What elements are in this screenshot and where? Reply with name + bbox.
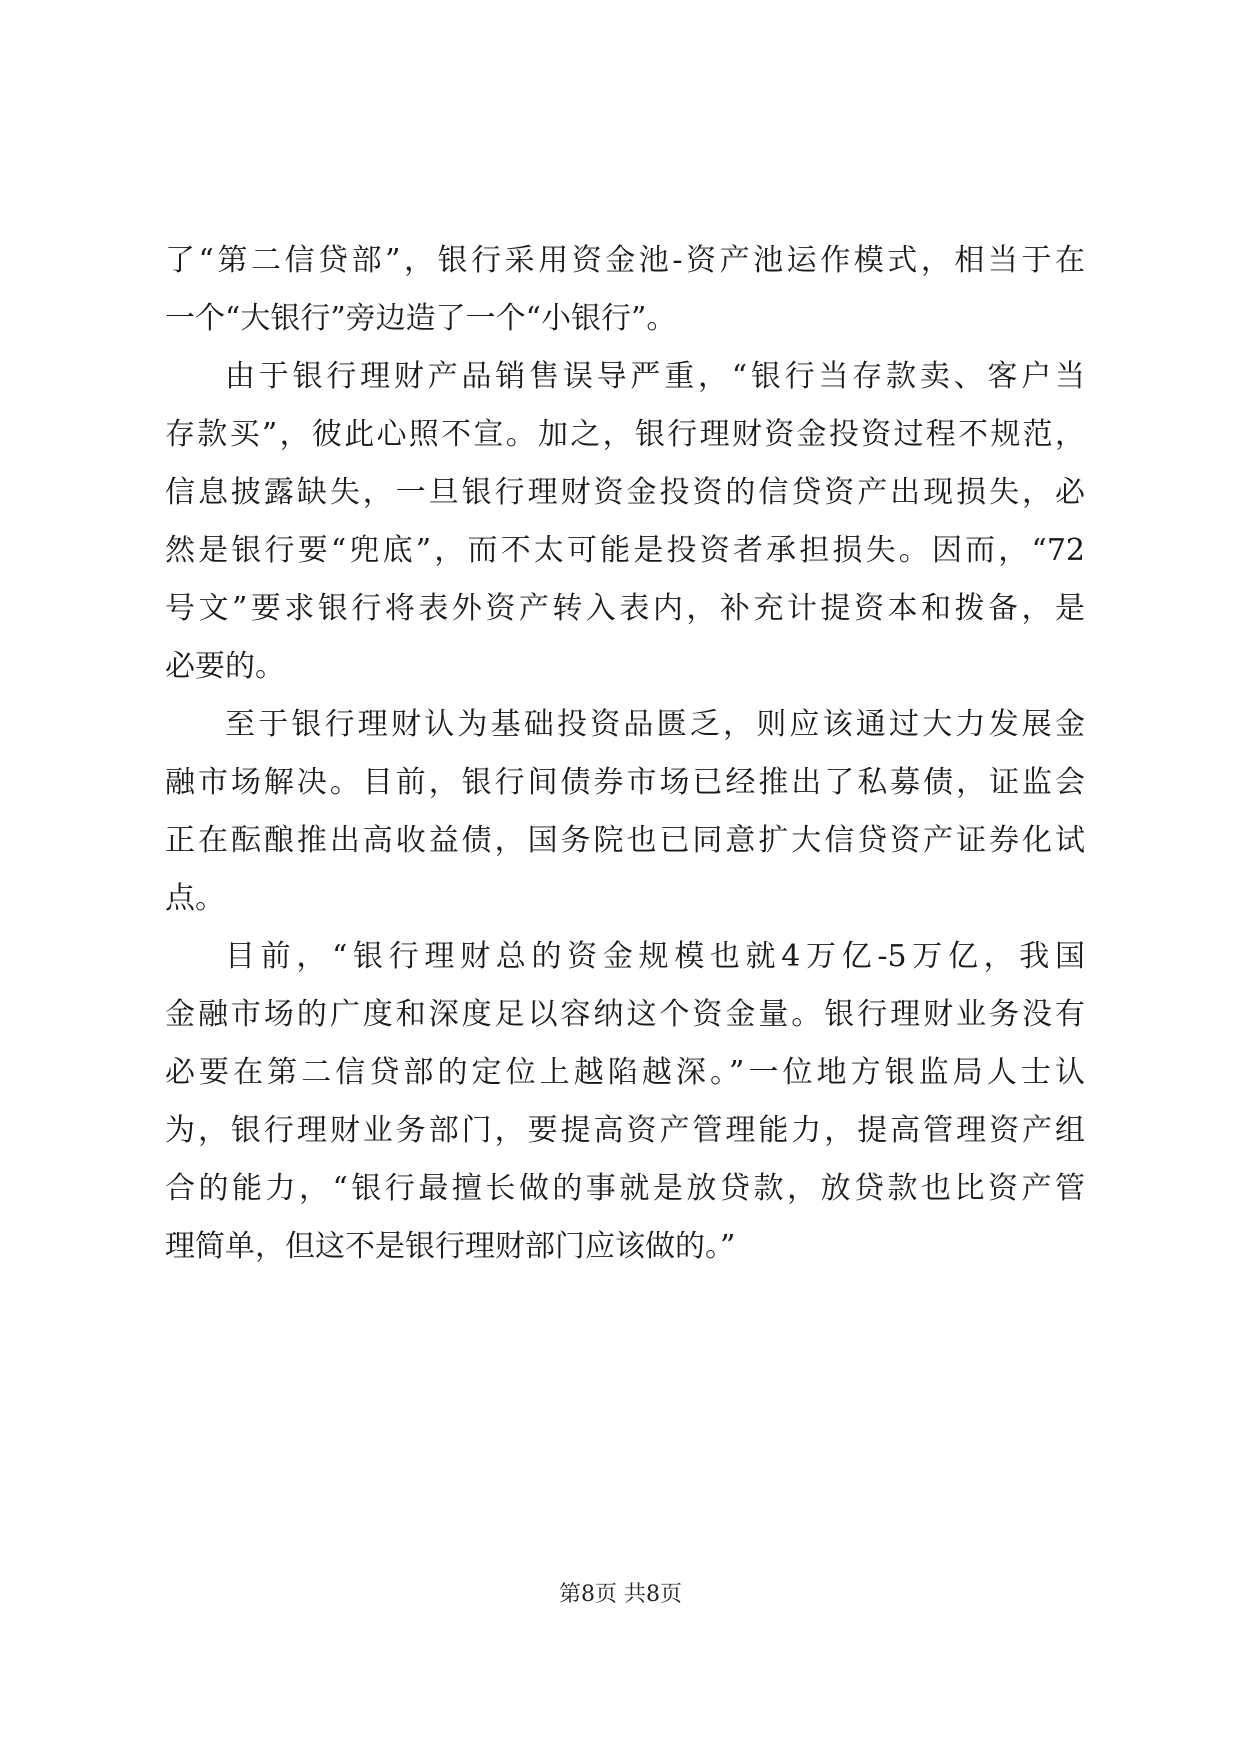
text-line: 融市场解决。目前，银行间债券市场已经推出了私募债，证监会 [165, 765, 1085, 800]
text-line: 至于银行理财认为基础投资品匮乏，则应该通过大力发展金 [225, 707, 1085, 742]
text-line: 号文”要求银行将表外资产转入表内，补充计提资本和拨备，是 [165, 591, 1085, 626]
page-number-label: 第8页 共8页 [559, 1582, 682, 1607]
text-line: 合的能力，“银行最擅长做的事就是放贷款，放贷款也比资产管 [165, 1171, 1085, 1206]
text-line: 由于银行理财产品销售误导严重，“银行当存款卖、客户当 [225, 359, 1085, 394]
text-line: 理简单，但这不是银行理财部门应该做的。” [165, 1229, 736, 1264]
text-line: 点。 [165, 881, 225, 916]
page-footer [0, 1580, 1241, 1610]
text-line: 目前，“银行理财总的资金规模也就4万亿-5万亿，我国 [225, 939, 1085, 974]
text-line: 必要在第二信贷部的定位上越陷越深。”一位地方银监局人士认 [165, 1055, 1085, 1090]
text-line: 为，银行理财业务部门，要提高资产管理能力，提高管理资产组 [165, 1113, 1085, 1148]
text-line: 必要的。 [165, 649, 285, 684]
body-text [165, 232, 1085, 1276]
text-line: 正在酝酿推出高收益债，国务院也已同意扩大信贷资产证券化试 [165, 823, 1085, 858]
text-line: 一个“大银行”旁边造了一个“小银行”。 [165, 301, 677, 336]
text-line: 存款买”，彼此心照不宣。加之，银行理财资金投资过程不规范， [165, 417, 1085, 452]
text-line: 金融市场的广度和深度足以容纳这个资金量。银行理财业务没有 [165, 997, 1085, 1032]
text-line: 了“第二信贷部”，银行采用资金池-资产池运作模式，相当于在 [165, 243, 1085, 278]
text-line: 然是银行要“兜底”，而不太可能是投资者承担损失。因而，“72 [165, 533, 1085, 568]
text-line: 信息披露缺失，一旦银行理财资金投资的信贷资产出现损失，必 [165, 475, 1085, 510]
